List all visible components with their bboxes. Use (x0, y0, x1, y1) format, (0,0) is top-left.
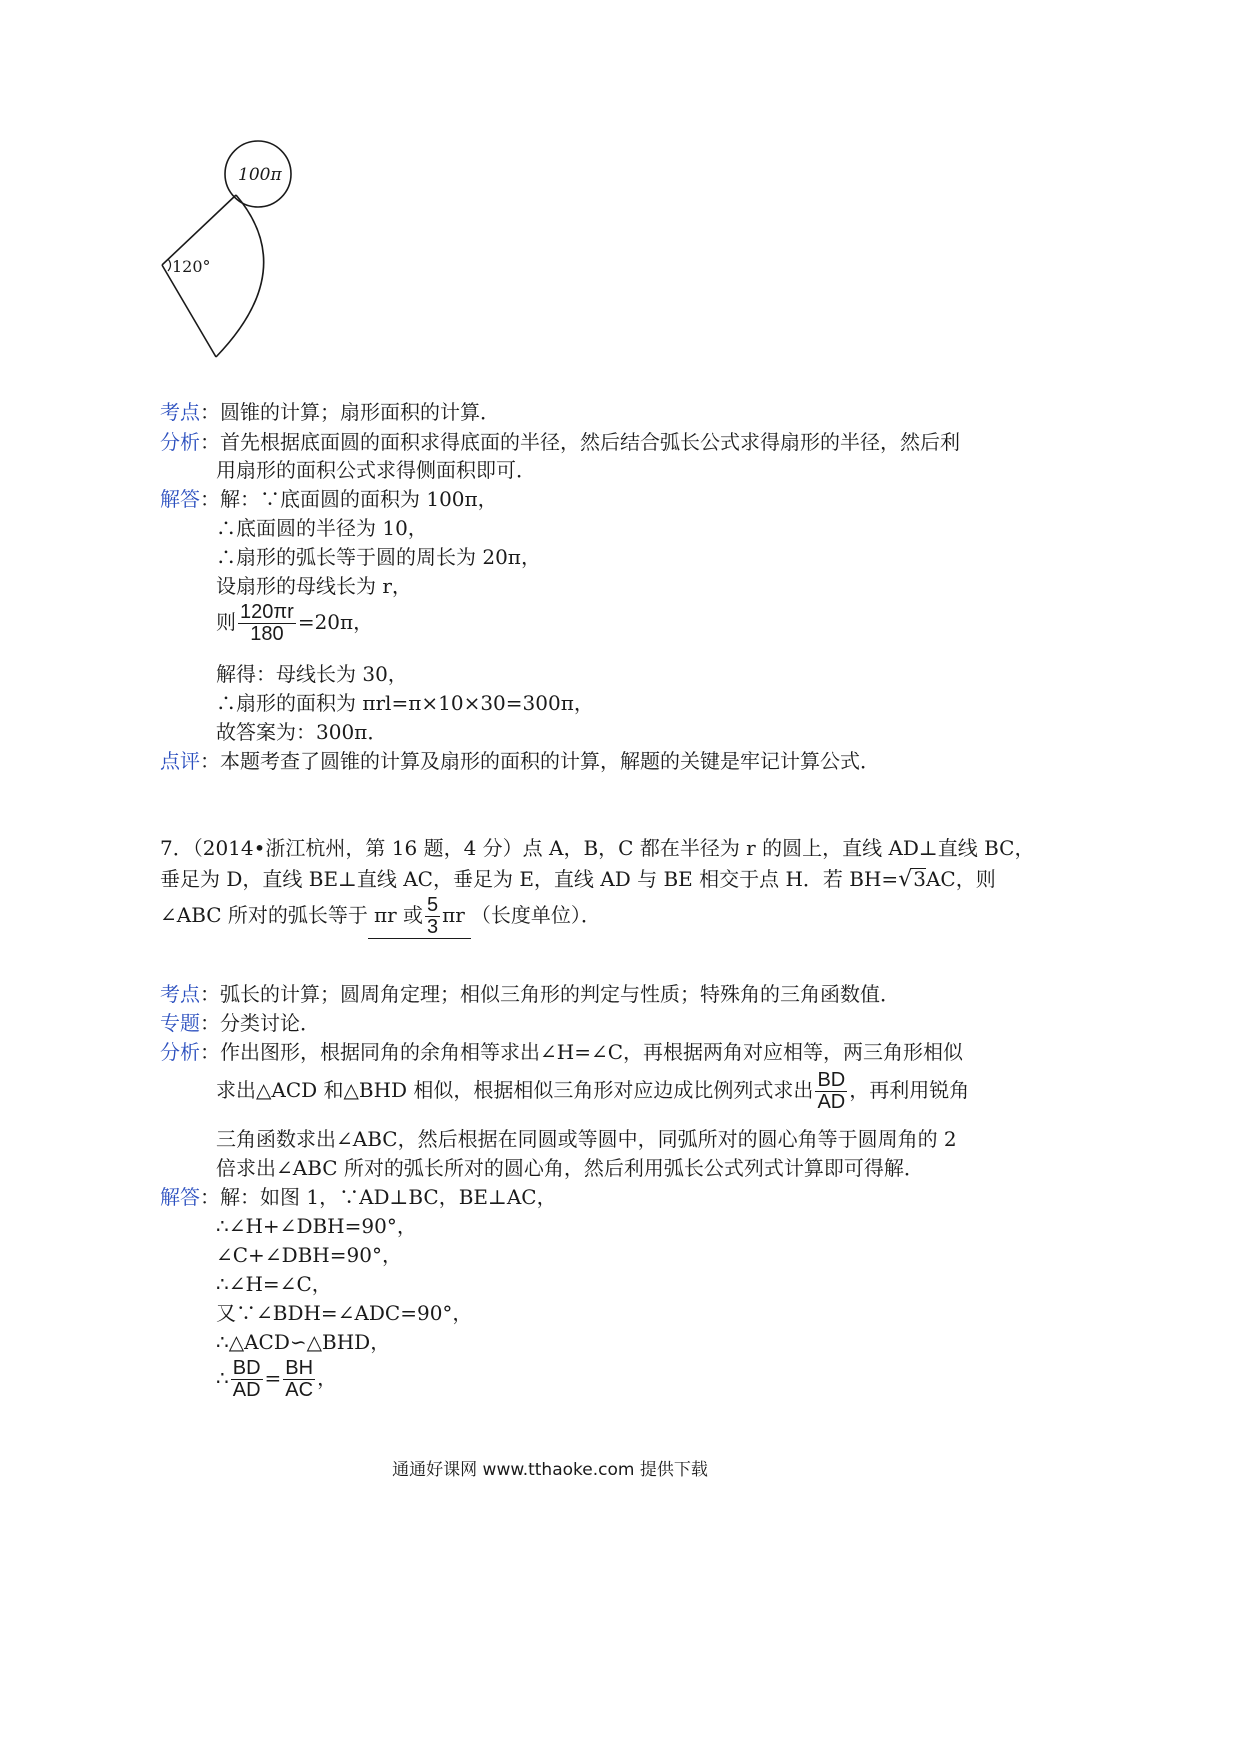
circle-label: 100π (238, 165, 282, 185)
q7-fenxi-line3: 三角函数求出∠ABC，然后根据在同圆或等圆中，同弧所对的圆心角等于圆周角的 2 (216, 1127, 957, 1151)
q7-step-5: 又∵∠BDH=∠ADC=90°， (216, 1301, 473, 1325)
answer-part-b: πr (442, 903, 465, 927)
step5-numerator: 120πr (240, 601, 294, 623)
fenxi-line2-suffix: ，再利用锐角 (849, 1078, 970, 1102)
fenxi-text-line1: ：首先根据底面圆的面积求得底面的半径，然后结合弧长公式求得扇形的半径，然后利 (200, 430, 960, 454)
answer-numerator: 5 (427, 894, 439, 916)
step5-fraction (238, 602, 296, 645)
fenxi-label: 分析 (160, 430, 200, 454)
q7-step-4: ∴∠H=∠C， (216, 1272, 332, 1296)
fenxi-line2-prefix: 求出△ACD 和△BHD 相似，根据相似三角形对应边成比例列式求出 (216, 1078, 814, 1102)
q7-zhuanti (160, 1013, 320, 1033)
q7-kaodian (160, 984, 900, 1004)
sector-radius-top (162, 195, 236, 265)
q7-fenxi-label: 分析 (160, 1040, 200, 1064)
answer-denominator: 3 (427, 916, 439, 938)
angle-mark (168, 259, 171, 271)
zhuanti-label: 专题 (160, 1011, 200, 1035)
q6-step-7: ∴扇形的面积为 πrl=π×10×30=300π， (216, 691, 594, 715)
stem-line2-prefix: 垂足为 D，直线 BE⊥直线 AC，垂足为 E，直线 AD 与 BE 相交于点 H．若 BH= (160, 867, 899, 891)
q6-step-4: 设扇形的母线长为 r， (216, 574, 412, 598)
sector-radius-bottom (162, 265, 216, 357)
q6-dianping (160, 751, 880, 771)
answer-fraction (425, 895, 440, 938)
q6-step-2: ∴底面圆的半径为 10， (216, 516, 428, 540)
q7-jieda (160, 1187, 557, 1207)
q6-step-6: 解得：母线长为 30， (216, 662, 408, 686)
page-footer: 通通好课网 www.tthaoke.com 提供下载 (392, 1460, 708, 1480)
jieda-line1: ：解：∵底面圆的面积为 100π， (200, 487, 498, 511)
q7-jieda-line1: ：解：如图 1，∵AD⊥BC，BE⊥AC， (200, 1185, 557, 1209)
jieda-label: 解答 (160, 487, 200, 511)
q6-step-5 (216, 602, 373, 645)
q7-kaodian-label: 考点 (160, 982, 200, 1006)
q7-stem-line2 (160, 868, 996, 890)
answer-blank (368, 895, 471, 939)
step7-prefix: ∴ (216, 1366, 229, 1390)
q7-kaodian-text: ：弧长的计算；圆周角定理；相似三角形的判定与性质；特殊角的三角函数值． (200, 982, 900, 1006)
sqrt-radicand: 3 (913, 867, 926, 891)
step5-prefix: 则 (216, 610, 236, 634)
q6-step-8: 故答案为：300π． (216, 720, 388, 744)
ratio-fraction-1 (231, 1358, 263, 1401)
q7-stem-line3 (160, 895, 601, 939)
q7-jieda-label: 解答 (160, 1185, 200, 1209)
ratio1-numerator: BD (232, 1357, 261, 1379)
fenxi-fraction (815, 1070, 847, 1113)
ratio-fraction-2 (283, 1358, 315, 1401)
ratio2-denominator: AC (285, 1379, 314, 1401)
q7-fenxi (160, 1042, 963, 1062)
q7-step-6: ∴△ACD∽△BHD， (216, 1330, 391, 1354)
sector-arc (216, 195, 264, 357)
step5-suffix: =20π， (297, 610, 374, 634)
q6-step-3: ∴扇形的弧长等于圆的周长为 20π， (216, 545, 541, 569)
q7-step-3: ∠C+∠DBH=90°， (216, 1243, 402, 1267)
step5-denominator: 180 (250, 623, 284, 645)
stem-line3-suffix: （长度单位）． (470, 903, 601, 927)
stem-line3-prefix: ∠ABC 所对的弧长等于 (160, 903, 368, 927)
sqrt-sign: √ (898, 867, 913, 892)
q7-fenxi-line4: 倍求出∠ABC 所对的弧长所对的圆心角，然后利用弧长公式列式计算即可得解． (216, 1156, 924, 1180)
q7-fenxi-line1: ：作出图形，根据同角的余角相等求出∠H=∠C，再根据两角对应相等，两三角形相似 (200, 1040, 964, 1064)
stem-line2-suffix: AC，则 (925, 867, 996, 891)
ratio1-denominator: AD (232, 1379, 261, 1401)
kaodian-label: 考点 (160, 400, 200, 424)
angle-label: 120° (172, 257, 211, 276)
q7-step-2: ∴∠H+∠DBH=90°， (216, 1214, 417, 1238)
answer-part-a: πr 或 (373, 903, 423, 927)
q6-fenxi (160, 432, 960, 452)
q7-stem-line1: 7．（2014•浙江杭州，第 16 题，4 分）点 A，B，C 都在半径为 r 的圆上，直线 AD⊥直线 BC， (160, 836, 1035, 860)
zhuanti-text: ：分类讨论． (200, 1011, 320, 1035)
q7-step-7 (216, 1358, 337, 1401)
q6-kaodian (160, 402, 500, 422)
fenxi-numerator: BD (817, 1069, 846, 1091)
ratio-equals: = (264, 1366, 282, 1390)
fenxi-denominator: AD (817, 1091, 846, 1113)
q6-jieda (160, 489, 498, 509)
step7-suffix: ， (317, 1366, 338, 1390)
fenxi-text-line2: 用扇形的面积公式求得侧面积即可． (216, 458, 536, 482)
q7-fenxi-line2 (216, 1070, 969, 1113)
dianping-text: ：本题考查了圆锥的计算及扇形的面积的计算，解题的关键是牢记计算公式． (200, 749, 880, 773)
cone-net-figure (150, 140, 310, 370)
dianping-label: 点评 (160, 749, 200, 773)
ratio2-numerator: BH (285, 1357, 314, 1379)
kaodian-text: ：圆锥的计算；扇形面积的计算． (200, 400, 500, 424)
